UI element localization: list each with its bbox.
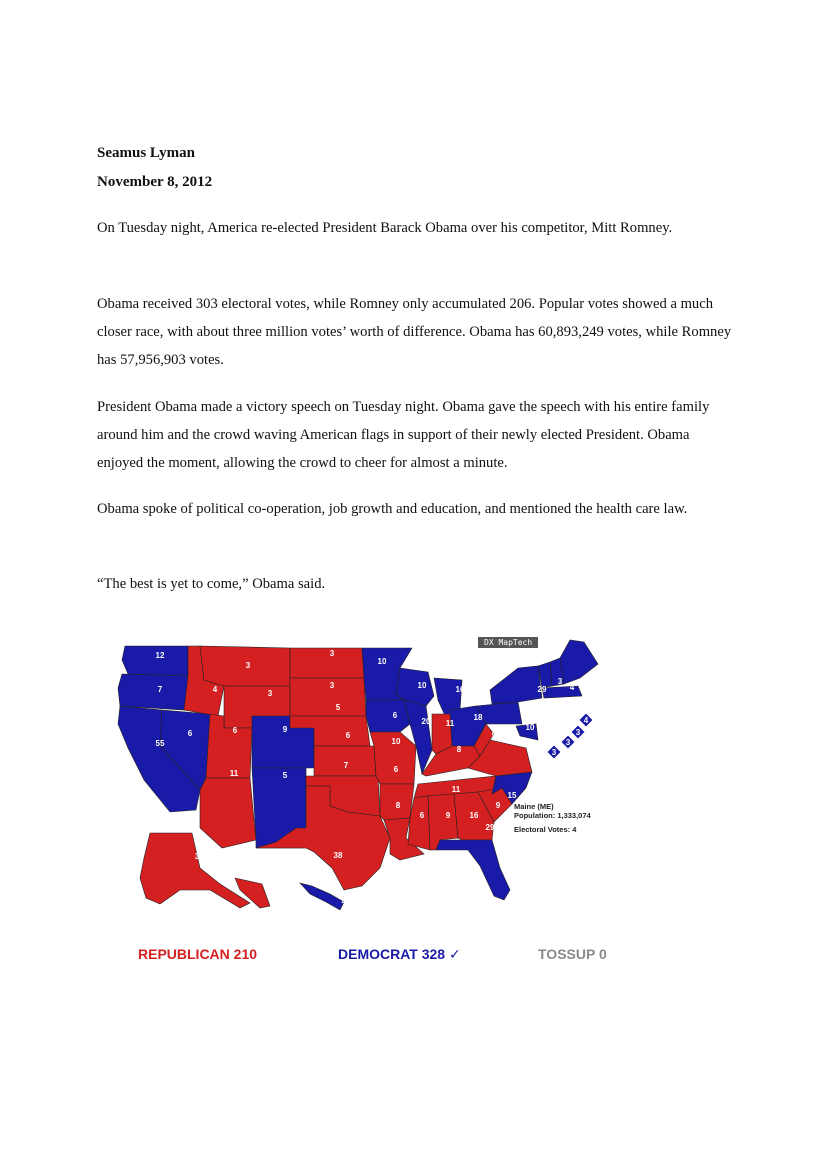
state-votes-in: 11: [445, 719, 455, 728]
state-votes-az: 11: [229, 769, 239, 778]
state-votes-pa: 20: [521, 711, 531, 720]
state-votes-al: 9: [445, 811, 451, 820]
state-shape-az: [200, 778, 256, 848]
small-state-marker: [561, 735, 575, 749]
state-votes-vt: 3: [557, 677, 563, 686]
electoral-map: [100, 628, 630, 928]
state-votes-or: 7: [157, 685, 163, 694]
state-votes-nm: 5: [282, 771, 288, 780]
state-shape-ny: [490, 666, 542, 704]
state-votes-ut: 6: [232, 726, 238, 735]
state-shape-hi: [300, 883, 344, 910]
state-votes-ga: 16: [469, 811, 479, 820]
state-votes-me: 4: [595, 673, 601, 682]
state-votes-nv: 6: [187, 729, 193, 738]
state-votes-il: 20: [421, 717, 431, 726]
state-shape-or: [118, 674, 188, 710]
article-date: November 8, 2012: [97, 174, 213, 190]
info-population: Population: 1,333,074: [514, 811, 591, 820]
state-shape-fl: [436, 840, 510, 900]
state-votes-tn: 11: [451, 785, 461, 794]
paragraph-2: Obama received 303 electoral votes, while Romney only accumulated 206. Popular votes showed a much closer race, with about three million votes’ worth of difference. Obama has 60,893,249 votes, while Romney has 57,956,903 votes.: [97, 296, 732, 368]
state-shape-sd: [290, 678, 366, 716]
state-votes-ms: 6: [419, 811, 425, 820]
state-votes-ky: 8: [456, 745, 462, 754]
small-state-marker-label: 3: [551, 748, 557, 757]
republican-tally: REPUBLICAN 210: [138, 946, 258, 962]
state-shape-me: [557, 640, 598, 686]
paragraph-4: Obama spoke of political co-operation, job growth and education, and mentioned the health care law.: [97, 501, 688, 517]
democrat-tally: DEMOCRAT 328 ✓: [338, 946, 461, 962]
state-votes-ia: 6: [392, 711, 398, 720]
state-votes-ar: 6: [393, 765, 399, 774]
state-votes-oh: 18: [473, 713, 483, 722]
state-votes-ak: 3: [194, 852, 200, 861]
state-votes-sc: 9: [495, 801, 501, 810]
state-shape-ia: [366, 700, 410, 732]
state-votes-la: 8: [395, 801, 401, 810]
electoral-map-svg: [100, 628, 630, 928]
info-electoral-votes: Electoral Votes: 4: [514, 825, 577, 834]
tossup-tally: TOSSUP 0: [538, 946, 607, 962]
state-votes-wa: 12: [155, 651, 165, 660]
info-state-name: Maine (ME): [514, 802, 554, 811]
small-state-marker-label: 3: [575, 728, 581, 737]
state-votes-mt: 3: [245, 661, 251, 670]
paragraph-5: “The best is yet to come,” Obama said.: [97, 576, 326, 592]
small-state-marker: [571, 725, 585, 739]
state-votes-md: 10: [525, 723, 535, 732]
state-votes-ma: 11: [569, 697, 579, 706]
state-votes-ny: 29: [537, 685, 547, 694]
state-votes-tx: 38: [333, 851, 343, 860]
state-votes-fl: 29: [485, 823, 495, 832]
state-votes-nh: 4: [569, 683, 575, 692]
state-votes-ca: 55: [155, 739, 165, 748]
author-name: Seamus Lyman: [97, 145, 195, 161]
paragraph-1: On Tuesday night, America re-elected President Barack Obama over his competitor, Mitt Romney.: [97, 220, 673, 236]
small-state-marker-label: 4: [583, 716, 589, 725]
state-votes-ks: 6: [345, 731, 351, 740]
state-votes-nc: 15: [507, 791, 517, 800]
state-votes-nd: 3: [329, 649, 335, 658]
map-source-tag: DX MapTech: [478, 637, 538, 648]
paragraph-3: President Obama made a victory speech on Tuesday night. Obama gave the speech with his entire family around him and the crowd waving American flags in support of their newly elected President. Obama enjoyed the moment, allowing the crowd to cheer for almost a minute.: [97, 399, 710, 471]
small-state-marker-label: 3: [565, 738, 571, 747]
state-shape-nd: [290, 648, 364, 678]
state-votes-wv: 5: [491, 731, 497, 740]
state-votes-wi: 10: [417, 681, 427, 690]
state-votes-va: 13: [507, 737, 517, 746]
small-state-marker: [579, 713, 593, 727]
state-info-box: [514, 802, 591, 834]
state-votes-sd: 3: [329, 681, 335, 690]
state-votes-wy: 3: [267, 689, 273, 698]
state-votes-mi: 16: [455, 685, 465, 694]
state-votes-id: 4: [212, 685, 218, 694]
state-votes-mo: 10: [391, 737, 401, 746]
state-votes-hi: 4: [341, 897, 347, 906]
state-votes-mn: 10: [377, 657, 387, 666]
state-votes-ne: 5: [335, 703, 341, 712]
state-votes-ok: 7: [343, 761, 349, 770]
state-votes-co: 9: [282, 725, 288, 734]
small-state-marker: [547, 745, 561, 759]
